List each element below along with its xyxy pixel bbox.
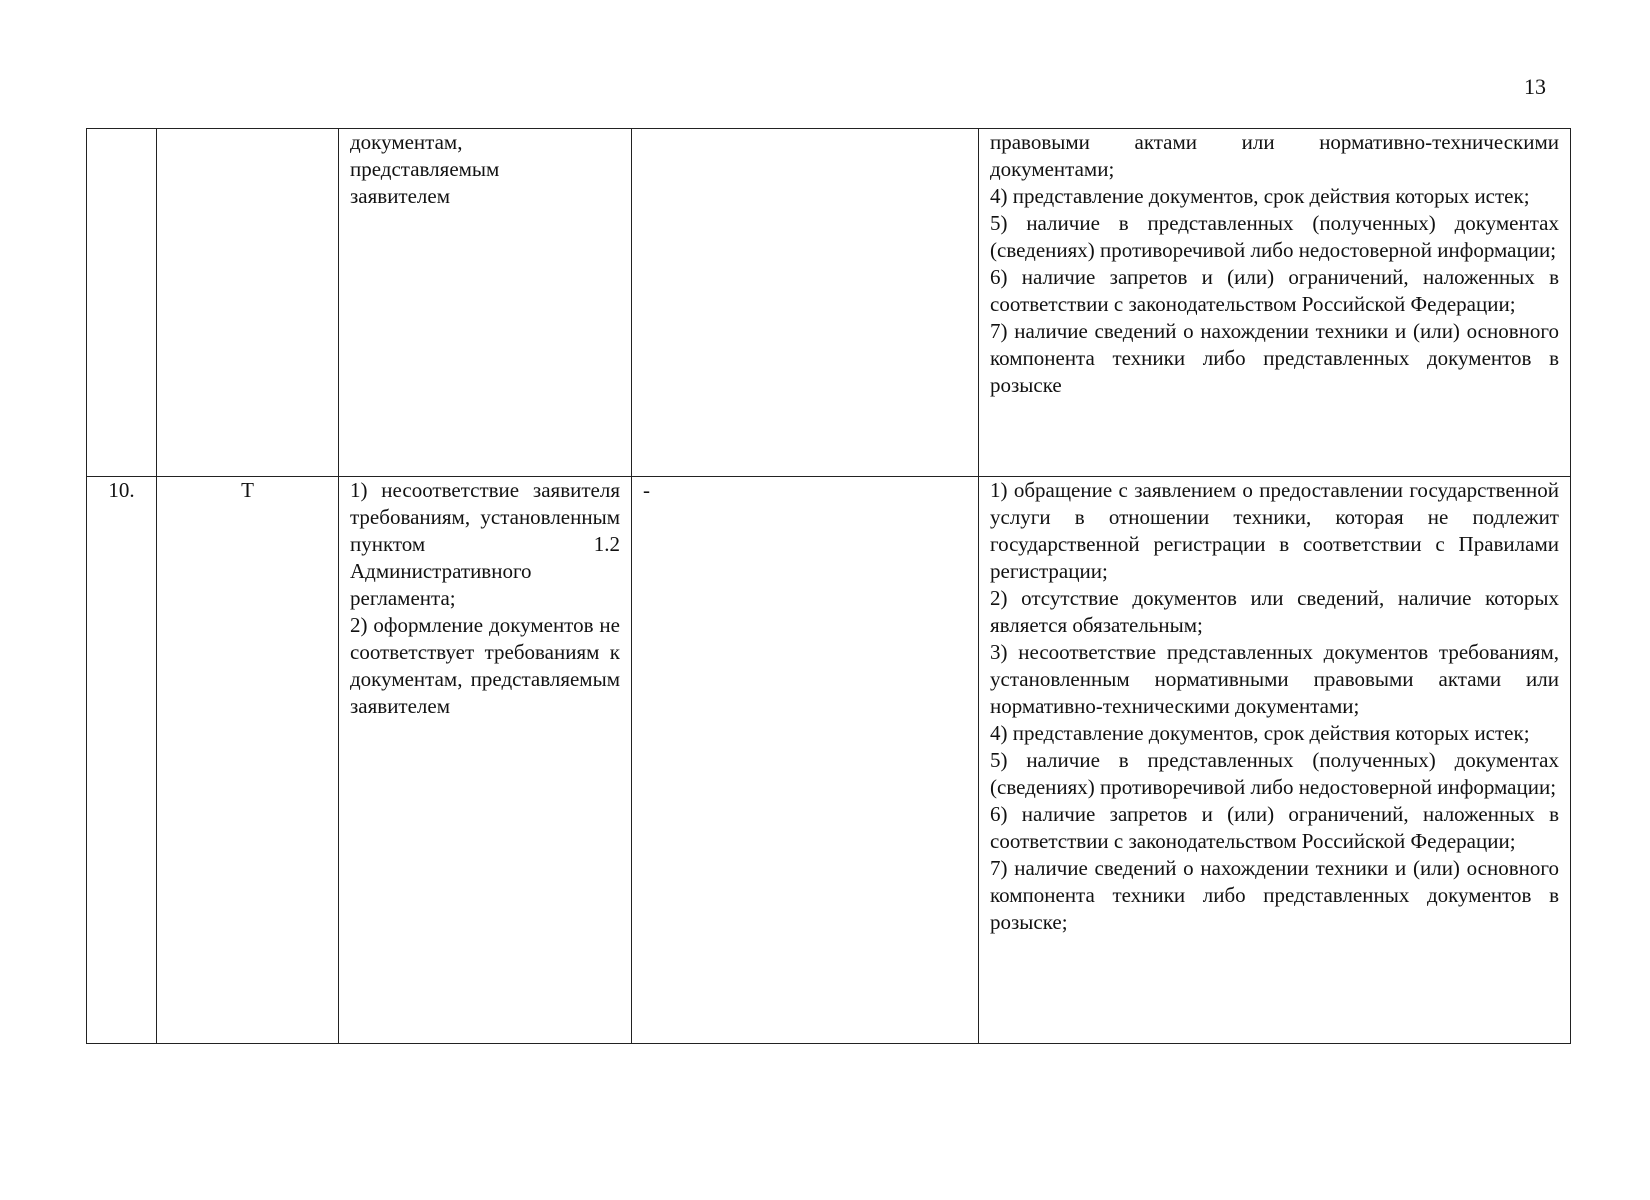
list-item: 7) наличие сведений о нахождении техники и (или) основного компонента техники либо представленных документов в розыске — [990, 319, 1559, 397]
list-item: 6) наличие запретов и (или) ограничений, наложенных в соответствии с законодательством Российской Федерации; — [990, 802, 1559, 853]
list-item: 2) отсутствие документов или сведений, наличие которых является обязательным; — [990, 586, 1559, 637]
list-item: 5) наличие в представленных (полученных) документах (сведениях) противоречивой либо недостоверной информации; — [990, 748, 1559, 799]
text-line: заявителем — [350, 184, 451, 208]
category-cell — [157, 129, 339, 477]
list-item: 1) обращение с заявлением о предоставлении государственной услуги в отношении техники, которая не подлежит государственной регистрации в соответствии с Правилами регистрации; — [990, 478, 1559, 583]
list-item: 6) наличие запретов и (или) ограничений, наложенных в соответствии с законодательством Российской Федерации; — [990, 265, 1559, 316]
list-item: правовыми актами или нормативно-техническими документами; — [990, 130, 1559, 181]
refusal-grounds-cell — [339, 129, 632, 477]
row-number-cell — [87, 129, 157, 477]
denial-grounds-cell — [979, 129, 1571, 477]
list-item: 5) наличие в представленных (полученных) документах (сведениях) противоречивой либо недостоверной информации; — [990, 211, 1559, 262]
list-item: 4) представление документов, срок действия которых истек; — [990, 721, 1530, 745]
denial-grounds-cell — [979, 477, 1571, 1044]
text-line: документам, — [350, 130, 463, 154]
list-item: 4) представление документов, срок действия которых истек; — [990, 184, 1530, 208]
requirements-table — [86, 128, 1571, 1044]
suspension-grounds-cell — [632, 129, 979, 477]
list-item: 3) несоответствие представленных документов требованиям, установленным нормативными правовыми актами или нормативно-техническими документами; — [990, 640, 1559, 718]
page-number: 13 — [1524, 74, 1546, 99]
suspension-grounds-cell: - — [632, 477, 979, 1044]
table-row — [87, 129, 1571, 477]
category-cell: Т — [157, 477, 339, 1044]
list-item: 2) оформление документов не соответствует требованиям к документам, представляемым заявителем — [350, 613, 620, 718]
table-row — [87, 477, 1571, 1044]
list-item: 7) наличие сведений о нахождении техники и (или) основного компонента техники либо представленных документов в розыске; — [990, 856, 1559, 934]
list-item: 1) несоответствие заявителя требованиям, установленным пунктом 1.2 Административного регламента; — [350, 478, 620, 610]
refusal-grounds-cell — [339, 477, 632, 1044]
row-number-cell: 10. — [87, 477, 157, 1044]
text-line: представляемым — [350, 157, 500, 181]
